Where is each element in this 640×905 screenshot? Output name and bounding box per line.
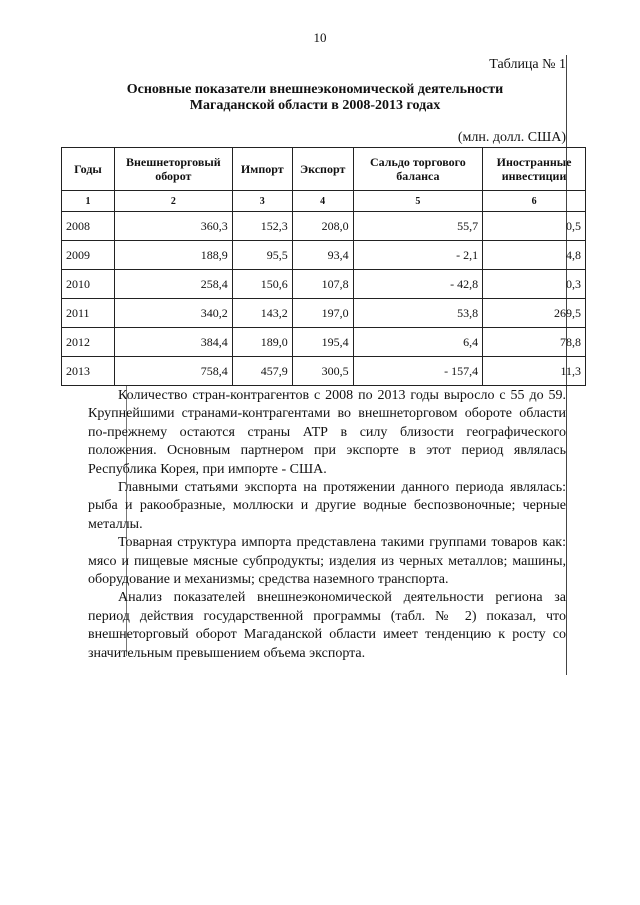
paragraph: Главными статьями экспорта на протяжении данного периода являлась: рыба и ракообразные, моллюски и другие водные беспозвоночные; черные металлы. <box>88 480 566 532</box>
year-cell: 2013 <box>62 357 115 386</box>
turnover-cell: 384,4 <box>114 328 232 357</box>
title-line-2: Магаданской области в 2008-2013 годах <box>189 98 441 113</box>
table-row <box>62 241 586 270</box>
header-cell: Иностранные инвестиции <box>483 148 586 191</box>
balance-cell: 6,4 <box>353 328 482 357</box>
investment-cell: 11,3 <box>483 357 586 386</box>
column-number: 3 <box>232 191 292 212</box>
balance-cell: 55,7 <box>353 212 482 241</box>
table-row <box>62 357 586 386</box>
header-cell: Экспорт <box>292 148 353 191</box>
import-cell: 150,6 <box>232 270 292 299</box>
paragraph: Анализ показателей внешнеэкономической деятельности региона за период действия государственной программы (табл. № 2) показал, что внешнеторговый оборот Магаданской области имеет тенденцию к росту со значительным превышением объема экспорта. <box>88 590 566 661</box>
year-cell: 2010 <box>62 270 115 299</box>
export-cell: 107,8 <box>292 270 353 299</box>
investment-cell: 0,5 <box>483 212 586 241</box>
column-number-row <box>62 191 586 212</box>
export-cell: 93,4 <box>292 241 353 270</box>
export-cell: 197,0 <box>292 299 353 328</box>
body-text <box>88 387 566 663</box>
export-cell: 195,4 <box>292 328 353 357</box>
balance-cell: 53,8 <box>353 299 482 328</box>
table-row <box>62 212 586 241</box>
investment-cell: 4,8 <box>483 241 586 270</box>
header-row <box>62 148 586 191</box>
turnover-cell: 340,2 <box>114 299 232 328</box>
import-cell: 143,2 <box>232 299 292 328</box>
column-number: 6 <box>483 191 586 212</box>
column-number: 2 <box>114 191 232 212</box>
year-cell: 2009 <box>62 241 115 270</box>
import-cell: 457,9 <box>232 357 292 386</box>
investment-cell: 78,8 <box>483 328 586 357</box>
paragraph: Количество стран-контрагентов с 2008 по 2013 годы выросло с 55 до 59. Крупнейшими странами-контрагентами во внешнеторговом обороте области по-прежнему остаются страны АТР в силу близости географического положения. Основным партнером при экспорте в этот период являлась Республика Корея, при импорте - США. <box>88 388 566 477</box>
paragraph: Товарная структура импорта представлена такими группами товаров как: мясо и пищевые мясные субпродукты; изделия из черных металлов; машины, оборудование и механизмы; средства наземного транспорта. <box>88 535 566 588</box>
turnover-cell: 188,9 <box>114 241 232 270</box>
import-cell: 152,3 <box>232 212 292 241</box>
balance-cell: - 157,4 <box>353 357 482 386</box>
investment-cell: 269,5 <box>483 299 586 328</box>
import-cell: 189,0 <box>232 328 292 357</box>
table-title <box>60 82 570 114</box>
year-cell: 2011 <box>62 299 115 328</box>
table-row <box>62 299 586 328</box>
table-label: Таблица № 1 <box>489 57 566 72</box>
header-cell: Внешнеторговый оборот <box>114 148 232 191</box>
units-label: (млн. долл. США) <box>457 130 566 145</box>
header-cell: Сальдо торгового баланса <box>353 148 482 191</box>
turnover-cell: 758,4 <box>114 357 232 386</box>
column-number: 4 <box>292 191 353 212</box>
column-number: 5 <box>353 191 482 212</box>
import-cell: 95,5 <box>232 241 292 270</box>
indicators-table <box>61 147 586 386</box>
table-row <box>62 328 586 357</box>
table-row <box>62 270 586 299</box>
page-number: 10 <box>313 30 327 45</box>
balance-cell: - 42,8 <box>353 270 482 299</box>
export-cell: 300,5 <box>292 357 353 386</box>
export-cell: 208,0 <box>292 212 353 241</box>
header-cell: Годы <box>62 148 115 191</box>
year-cell: 2008 <box>62 212 115 241</box>
title-line-1: Основные показатели внешнеэкономической деятельности <box>126 82 504 97</box>
year-cell: 2012 <box>62 328 115 357</box>
turnover-cell: 360,3 <box>114 212 232 241</box>
header-cell: Импорт <box>232 148 292 191</box>
column-number: 1 <box>62 191 115 212</box>
balance-cell: - 2,1 <box>353 241 482 270</box>
turnover-cell: 258,4 <box>114 270 232 299</box>
investment-cell: 0,3 <box>483 270 586 299</box>
